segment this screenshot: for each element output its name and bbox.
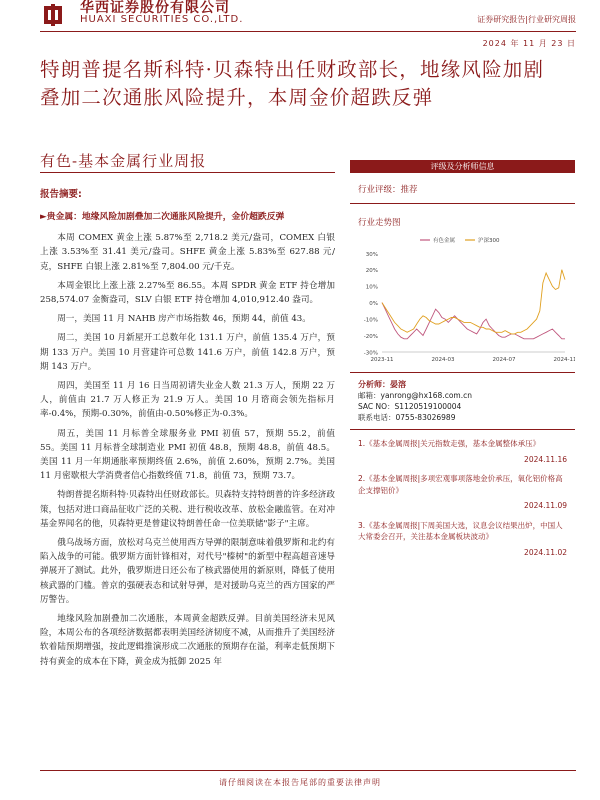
report-date: 2024 年 11 月 23 日 [482, 39, 576, 48]
rating-value: 推荐 [400, 185, 418, 195]
trend-chart-svg [350, 232, 575, 372]
legend-label: 沪深300 [478, 238, 500, 244]
company-name-cn: 华西证券股份有限公司 [80, 0, 230, 16]
summary-column [40, 188, 335, 674]
summary-paragraph: 俄乌战场方面，放松对乌克兰使用西方导弹的限制意味着俄罗斯和北约有陷入战争的可能。俄罗斯方面针锋相对，对代号"榛树"的新型中程高超音速导弹展开了测试。此外，俄罗斯进日还公布了核武器使用的新原则，降低了使用核武器的门槛。普京的强硬表态和试射导弹，是对援助乌克兰的西方国家的严厉警告。 [40, 538, 335, 605]
legend-label: 有色金属 [433, 238, 456, 244]
summary-paragraph: 周二，美国 10 月新屋开工总数年化 131.1 万户，前值 135.4 万户，预期 133 万户。美国 10 月营建许可总数 141.6 万户，前值 142.8 万户，预期 143 万户。 [40, 333, 335, 372]
y-tick-label: -20% [363, 334, 378, 341]
related-report-date: 2024.11.09 [524, 501, 567, 510]
subtitle-divider [40, 172, 335, 173]
gold-section-heading: ►贵金属：地缘风险加剧叠加二次通胀风险提升，金价超跌反弹 [40, 212, 285, 223]
summary-paragraph: 地缘风险加剧叠加二次通胀，本周黄金超跌反弹。目前美国经济未见风险，本周公布的各项经济数据都表明美国经济韧度不减，从而推升了美国经济软着陆预期增强，按此逻辑推演形成二次通胀的预期存在溢，利率走低预期下持有黄金的成本在下降，黄金成为抵御 2025 年 [40, 614, 335, 667]
header-divider [40, 31, 576, 32]
industry-rating [350, 173, 575, 203]
y-tick-label: 30% [365, 251, 378, 258]
analyst-sac: SAC NO：S1120519100004 [358, 402, 462, 411]
y-tick-label: -10% [363, 317, 378, 324]
summary-paragraph: 本周 COMEX 黄金上涨 5.87%至 2,718.2 美元/盎司，COMEX 白银上涨 3.53%至 31.41 美元/盎司。SHFE 黄金上涨 5.83%至 627.88 元/克，SHFE 白银上涨 2.81%至 7,804.00 元/千克。 [40, 233, 335, 272]
related-report-link[interactable]: 1.《基本金属周报|关元指数走强，基本金属整体承压》 [358, 439, 541, 448]
company-logo-icon [42, 2, 64, 28]
trend-chart-label: 行业走势图 [358, 218, 401, 228]
rating-label: 行业评级： [358, 185, 401, 195]
sidebar [350, 160, 575, 574]
series-line [382, 303, 565, 339]
summary-paragraph: 周五，美国 11 月标普全球服务业 PMI 初值 57，预期 55.2，前值 55。美国 11 月标普全球制造业 PMI 初值 48.8，预期 48.8，前值 48.5。美国 11 月一年期通胀率预期终值 2.6%，前值 2.60%，预期 2.7%。美国 11 月密歇根大学消费者信心指数终值 71.8，前值 73，预期 73.7。 [40, 428, 335, 482]
summary-heading: 报告摘要: [40, 189, 82, 200]
summary-paragraph: 周一，美国 11 月 NAHB 房产市场指数 46，预期 44，前值 43。 [57, 314, 311, 325]
related-report-date: 2024.11.02 [524, 547, 567, 557]
analyst-info [350, 373, 575, 429]
analyst-label: 分析师： [358, 380, 390, 389]
related-report-link[interactable]: 3.《基本金属周报|下周美国大选，议息会议结果出炉，中国人大常委会召开，关注基本金属板块波动》 [358, 520, 563, 541]
summary-paragraph: 周四，美国至 11 月 16 日当周初请失业金人数 21.3 万人，预期 22 万人，前值由 21.7 万人修正为 21.9 万人。美国 10 月谘商会领先指标月率-0.4%，预期-0.30%，前值由-0.50%修正为-0.3%。 [40, 381, 335, 420]
company-name-en: HUAXI SECURITIES CO.,LTD. [80, 14, 244, 25]
sidebar-header: 评级及分析师信息 [350, 160, 575, 173]
analyst-name: 晏溶 [390, 380, 406, 389]
report-title: 特朗普提名斯科特·贝森特出任财政部长，地缘风险加剧叠加二次通胀风险提升，本周金价超跌反弹 [40, 58, 545, 109]
summary-paragraph: 本周金银比上涨上涨 2.27%至 86.55。本周 SPDR 黄金 ETF 持仓增加 258,574.07 金衡盎司，SLV 白银 ETF 持仓增加 4,010,912.40 盎司。 [40, 280, 335, 306]
page-header [0, 0, 600, 48]
analyst-phone: 联系电话：0755-83026989 [358, 413, 456, 422]
summary-paragraph: 特朗普提名斯科特·贝森特出任财政部长。贝森特支持特朗普的许多经济政策，包括对进口商品征收广泛的关税、进行税收改革、放松金融监管。在对冲基金界闻名的他，贝森特更是曾建议特朗普任命一位美联储"影子"主席。 [40, 490, 335, 529]
footer-divider [40, 770, 576, 771]
analyst-email[interactable]: 邮箱：yanrong@hx168.com.cn [358, 391, 472, 400]
x-tick-label: 2023-11 [370, 357, 394, 363]
series-line [382, 270, 565, 334]
trend-chart [350, 232, 575, 372]
x-tick-label: 2024-11 [553, 357, 575, 363]
legal-notice: 请仔细阅读在本报告尾部的重要法律声明 [219, 778, 381, 787]
y-tick-label: 0% [369, 301, 378, 308]
report-type: 证券研究报告|行业研究周报 [477, 15, 576, 24]
x-tick-label: 2024-03 [431, 357, 455, 363]
y-tick-label: 10% [365, 284, 378, 291]
related-report-date: 2024.11.16 [524, 454, 567, 464]
related-report-link[interactable]: 2.《基本金属周报|多项宏观事项落地金价承压，氧化铝价格高企支撑铝价》 [358, 474, 563, 495]
y-tick-label: 20% [365, 268, 378, 275]
x-tick-label: 2024-07 [492, 357, 516, 363]
related-reports [350, 430, 575, 574]
report-subtitle: 有色-基本金属行业周报 [40, 152, 207, 170]
y-tick-label: -30% [363, 350, 378, 357]
